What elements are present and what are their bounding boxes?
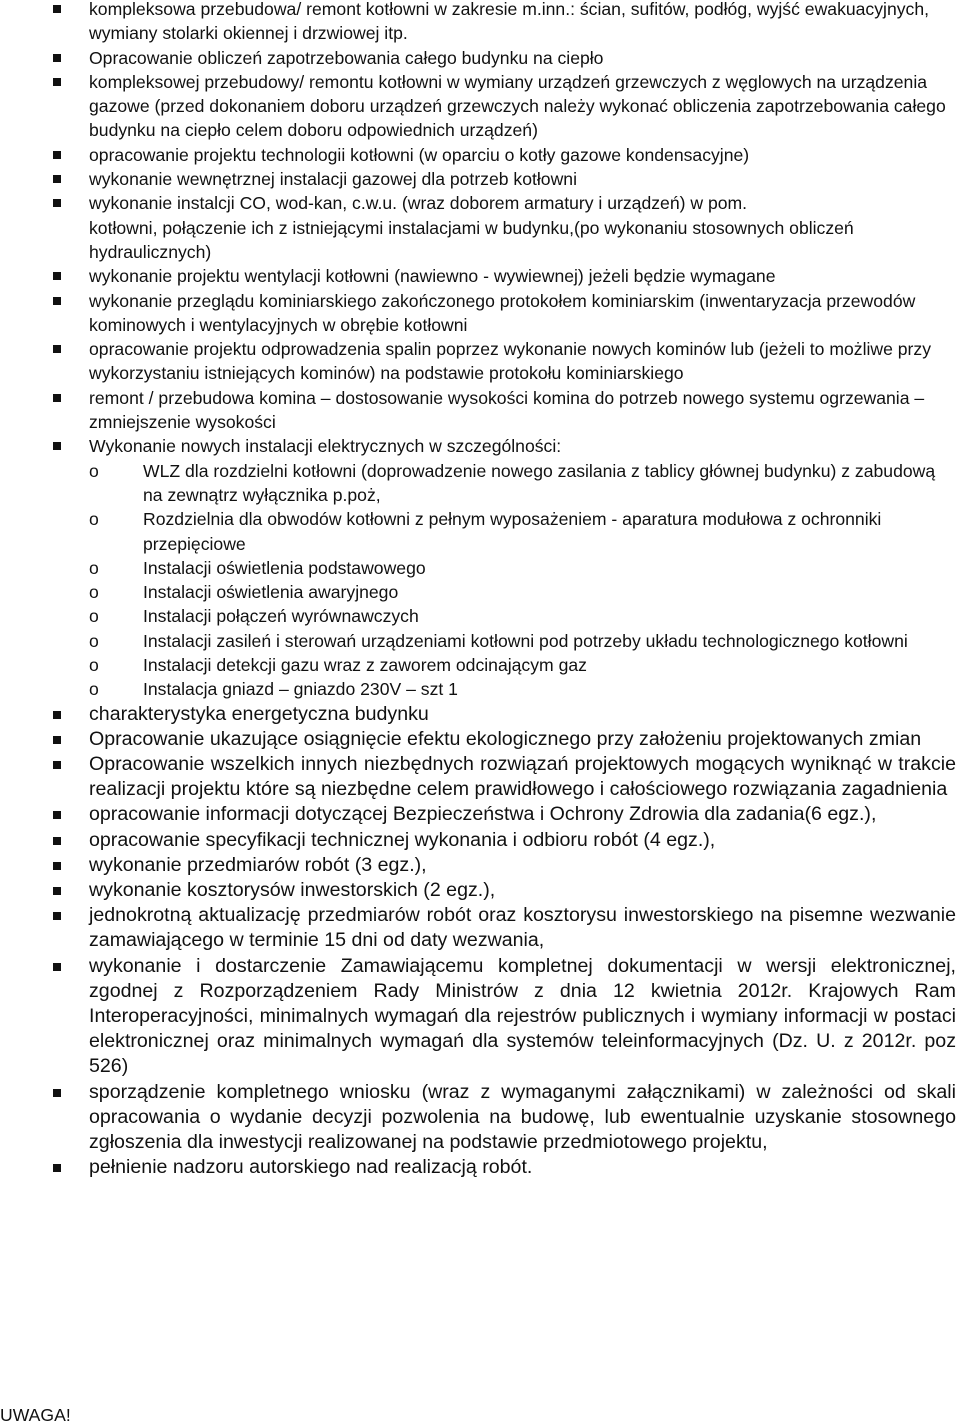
- square-bullet-icon: [53, 345, 61, 353]
- square-bullet-icon: [53, 736, 61, 744]
- square-bullet-icon: [53, 887, 61, 895]
- sub-bullet-marker: o: [89, 582, 99, 603]
- sub-list-item-text: Instalacji oświetlenia awaryjnego: [143, 582, 399, 603]
- list-item-text: wykonanie projektu wentylacji kotłowni (nawiewno - wywiewnej) jeżeli będzie wymagane: [89, 266, 776, 287]
- list-item: [0, 752, 960, 802]
- list-item: [0, 828, 960, 853]
- square-bullet-icon: [53, 837, 61, 845]
- sub-list-item-text: Instalacji detekcji gazu wraz z zaworem odcinającym gaz: [143, 655, 587, 676]
- square-bullet-icon: [53, 761, 61, 769]
- sub-bullet-marker: o: [89, 630, 99, 651]
- list-item: [0, 264, 960, 288]
- list-item: [0, 1080, 960, 1156]
- list-item: [0, 289, 960, 338]
- list-item-text: opracowanie specyfikacji technicznej wykonania i odbioru robót (4 egz.),: [89, 828, 716, 851]
- sub-list-item: [0, 459, 960, 508]
- sub-list-item: [0, 629, 960, 653]
- list-item: [0, 143, 960, 167]
- list-item: [0, 954, 960, 1080]
- square-bullet-icon: [53, 54, 61, 62]
- sub-list-item: [0, 556, 960, 580]
- sub-list-item-text: Instalacji oświetlenia podstawowego: [143, 557, 426, 578]
- square-bullet-icon: [53, 199, 61, 207]
- list-item-text: wykonanie przeglądu kominiarskiego zakończonego protokołem kominiarskim (inwentaryzacja przewodów kominowych i wentylacyjnych w obrębie kotłowni: [89, 290, 916, 335]
- list-item-text: opracowanie projektu odprowadzenia spalin poprzez wykonanie nowych kominów lub (jeżeli to możliwe przy wykorzystaniu istniejących kominów) na podstawie protokołu kominiarskiego: [89, 339, 932, 384]
- sub-bullet-marker: o: [89, 606, 99, 627]
- continuation-paragraph: kotłowni, połączenie ich z istniejącymi instalacjami w budynku,(po wykonaniu stosownych obliczeń hydraulicznych): [89, 217, 854, 262]
- square-bullet-icon: [53, 963, 61, 971]
- list-item-text: charakterystyka energetyczna budynku: [89, 702, 429, 725]
- list-item: [0, 802, 960, 827]
- list-item: [0, 727, 960, 752]
- list-item: [0, 191, 960, 215]
- square-bullet-icon: [53, 272, 61, 280]
- sub-bullet-marker: o: [89, 557, 99, 578]
- list-item-text: opracowanie informacji dotyczącej Bezpieczeństwa i Ochrony Zdrowia dla zadania(6 egz.),: [89, 803, 877, 826]
- sub-list-item-text: Instalacji połączeń wyrównawczych: [143, 606, 419, 627]
- square-bullet-icon: [53, 175, 61, 183]
- square-bullet-icon: [53, 442, 61, 450]
- sub-list-item-text: Rozdzielnia dla obwodów kotłowni z pełnym wyposażeniem - aparatura modułowa z ochronniki przepięciowe: [143, 509, 882, 554]
- square-bullet-icon: [53, 297, 61, 305]
- sub-list-item: [0, 580, 960, 604]
- list-item-text: wykonanie i dostarczenie Zamawiającemu kompletnej dokumentacji w wersji elektronicznej, zgodnej z Rozporządzeniem Rady Ministrów z dnia 12 kwietnia 2012r. Krajowych Ram Interoperacyjności, minimalnych wymagań dla rejestrów publicznych i wymiany informacji w postaci elektronicznej oraz minimalnych wymagań dla systemów teleinformacyjnych (Dz. U. z 2012r. poz 526): [89, 954, 956, 1078]
- list-item-text: Wykonanie nowych instalacji elektrycznych w szczególności:: [89, 436, 562, 457]
- sub-list-item: [0, 507, 960, 556]
- list-item-text: remont / przebudowa komina – dostosowanie wysokości komina do potrzeb nowego systemu ogrzewania – zmniejszenie wysokości: [89, 387, 925, 433]
- square-bullet-icon: [53, 5, 61, 13]
- square-bullet-icon: [53, 78, 61, 86]
- square-bullet-icon: [53, 1089, 61, 1097]
- square-bullet-icon: [53, 912, 61, 920]
- list-item-text: opracowanie projektu technologii kotłowni (w oparciu o kotły gazowe kondensacyjne): [89, 144, 750, 165]
- list-item: [0, 878, 960, 903]
- list-item: [0, 70, 960, 143]
- list-item-text: Opracowanie wszelkich innych niezbędnych rozwiązań projektowych mogących wyniknąć w trakcie realizacji projektu które są niezbędne celem prawidłowego i całościowego rozwiązania zagadnienia: [89, 753, 956, 801]
- square-bullet-icon: [53, 862, 61, 870]
- list-item-text: sporządzenie kompletnego wniosku (wraz z wymaganymi załącznikami) w zależności od skali opracowania o wydanie decyzji pozwolenia na budowę, lub ewentualnie uzyskanie stosownego zgłoszenia dla inwestycji realizowanej na podstawie przedmiotowego projektu,: [89, 1080, 956, 1154]
- sub-list-item-text: WLZ dla rozdzielni kotłowni (doprowadzenie nowego zasilania z tablicy głównej budynku) z zabudową na zewnątrz wyłącznika p.poż,: [143, 460, 936, 505]
- list-item: [0, 702, 960, 727]
- list-item: [0, 853, 960, 878]
- list-item: [0, 0, 960, 46]
- square-bullet-icon: [53, 151, 61, 159]
- list-item-text: jednokrotną aktualizację przedmiarów robót oraz kosztorysu inwestorskiego na pisemne wezwanie zamawiającego w terminie 15 dni od daty wezwania,: [89, 904, 956, 952]
- list-item-text: kompleksowej przebudowy/ remontu kotłowni w wymiany urządzeń grzewczych z węglowych na urządzenia gazowe (przed dokonaniem doboru urządzeń grzewczych należy wykonać obliczenia zapotrzebowania całego budynku na ciepło celem doboru odpowiednich urządzeń): [89, 71, 946, 141]
- list-item-text: pełnienie nadzoru autorskiego nad realizacją robót.: [89, 1156, 533, 1179]
- sub-list-item: [0, 677, 960, 701]
- list-item: [0, 1155, 960, 1180]
- list-item-text: wykonanie instalcji CO, wod-kan, c.w.u. (wraz doborem armatury i urządzeń) w pom.: [89, 193, 748, 214]
- list-item-text: Opracowanie ukazujące osiągnięcie efektu ekologicznego przy założeniu projektowanych zmian: [89, 727, 922, 750]
- list-item: [0, 386, 960, 435]
- square-bullet-icon: [53, 394, 61, 402]
- list-item: [0, 167, 960, 191]
- sub-bullet-marker: o: [89, 460, 99, 481]
- sub-list-item-text: Instalacji zasileń i sterowań urządzeniami kotłowni pod potrzeby układu technologicznego kotłowni: [143, 630, 908, 651]
- sub-list-item: [0, 653, 960, 677]
- list-item-text: wykonanie kosztorysów inwestorskich (2 egz.),: [89, 879, 496, 902]
- list-item-text: Opracowanie obliczeń zapotrzebowania całego budynku na ciepło: [89, 47, 604, 68]
- warning-label: UWAGA!: [0, 1405, 71, 1425]
- square-bullet-icon: [53, 1164, 61, 1172]
- list-item: [0, 903, 960, 953]
- list-item-text: wykonanie wewnętrznej instalacji gazowej dla potrzeb kotłowni: [89, 169, 577, 190]
- list-item: [0, 434, 960, 458]
- list-item-text: kompleksowa przebudowa/ remont kotłowni w zakresie m.inn.: ścian, sufitów, podłóg, wyjść ewakuacyjnych, wymiany stolarki okiennej i drzwiowej itp.: [89, 0, 929, 44]
- sub-bullet-marker: o: [89, 655, 99, 676]
- square-bullet-icon: [53, 811, 61, 819]
- square-bullet-icon: [53, 711, 61, 719]
- sub-bullet-marker: o: [89, 509, 99, 530]
- list-item: [0, 337, 960, 386]
- sub-list-item-text: Instalacja gniazd – gniazdo 230V – szt 1: [143, 679, 458, 700]
- sub-bullet-marker: o: [89, 679, 99, 700]
- sub-list-item: [0, 604, 960, 628]
- list-item-text: wykonanie przedmiarów robót (3 egz.),: [89, 853, 427, 876]
- list-item: [0, 46, 960, 70]
